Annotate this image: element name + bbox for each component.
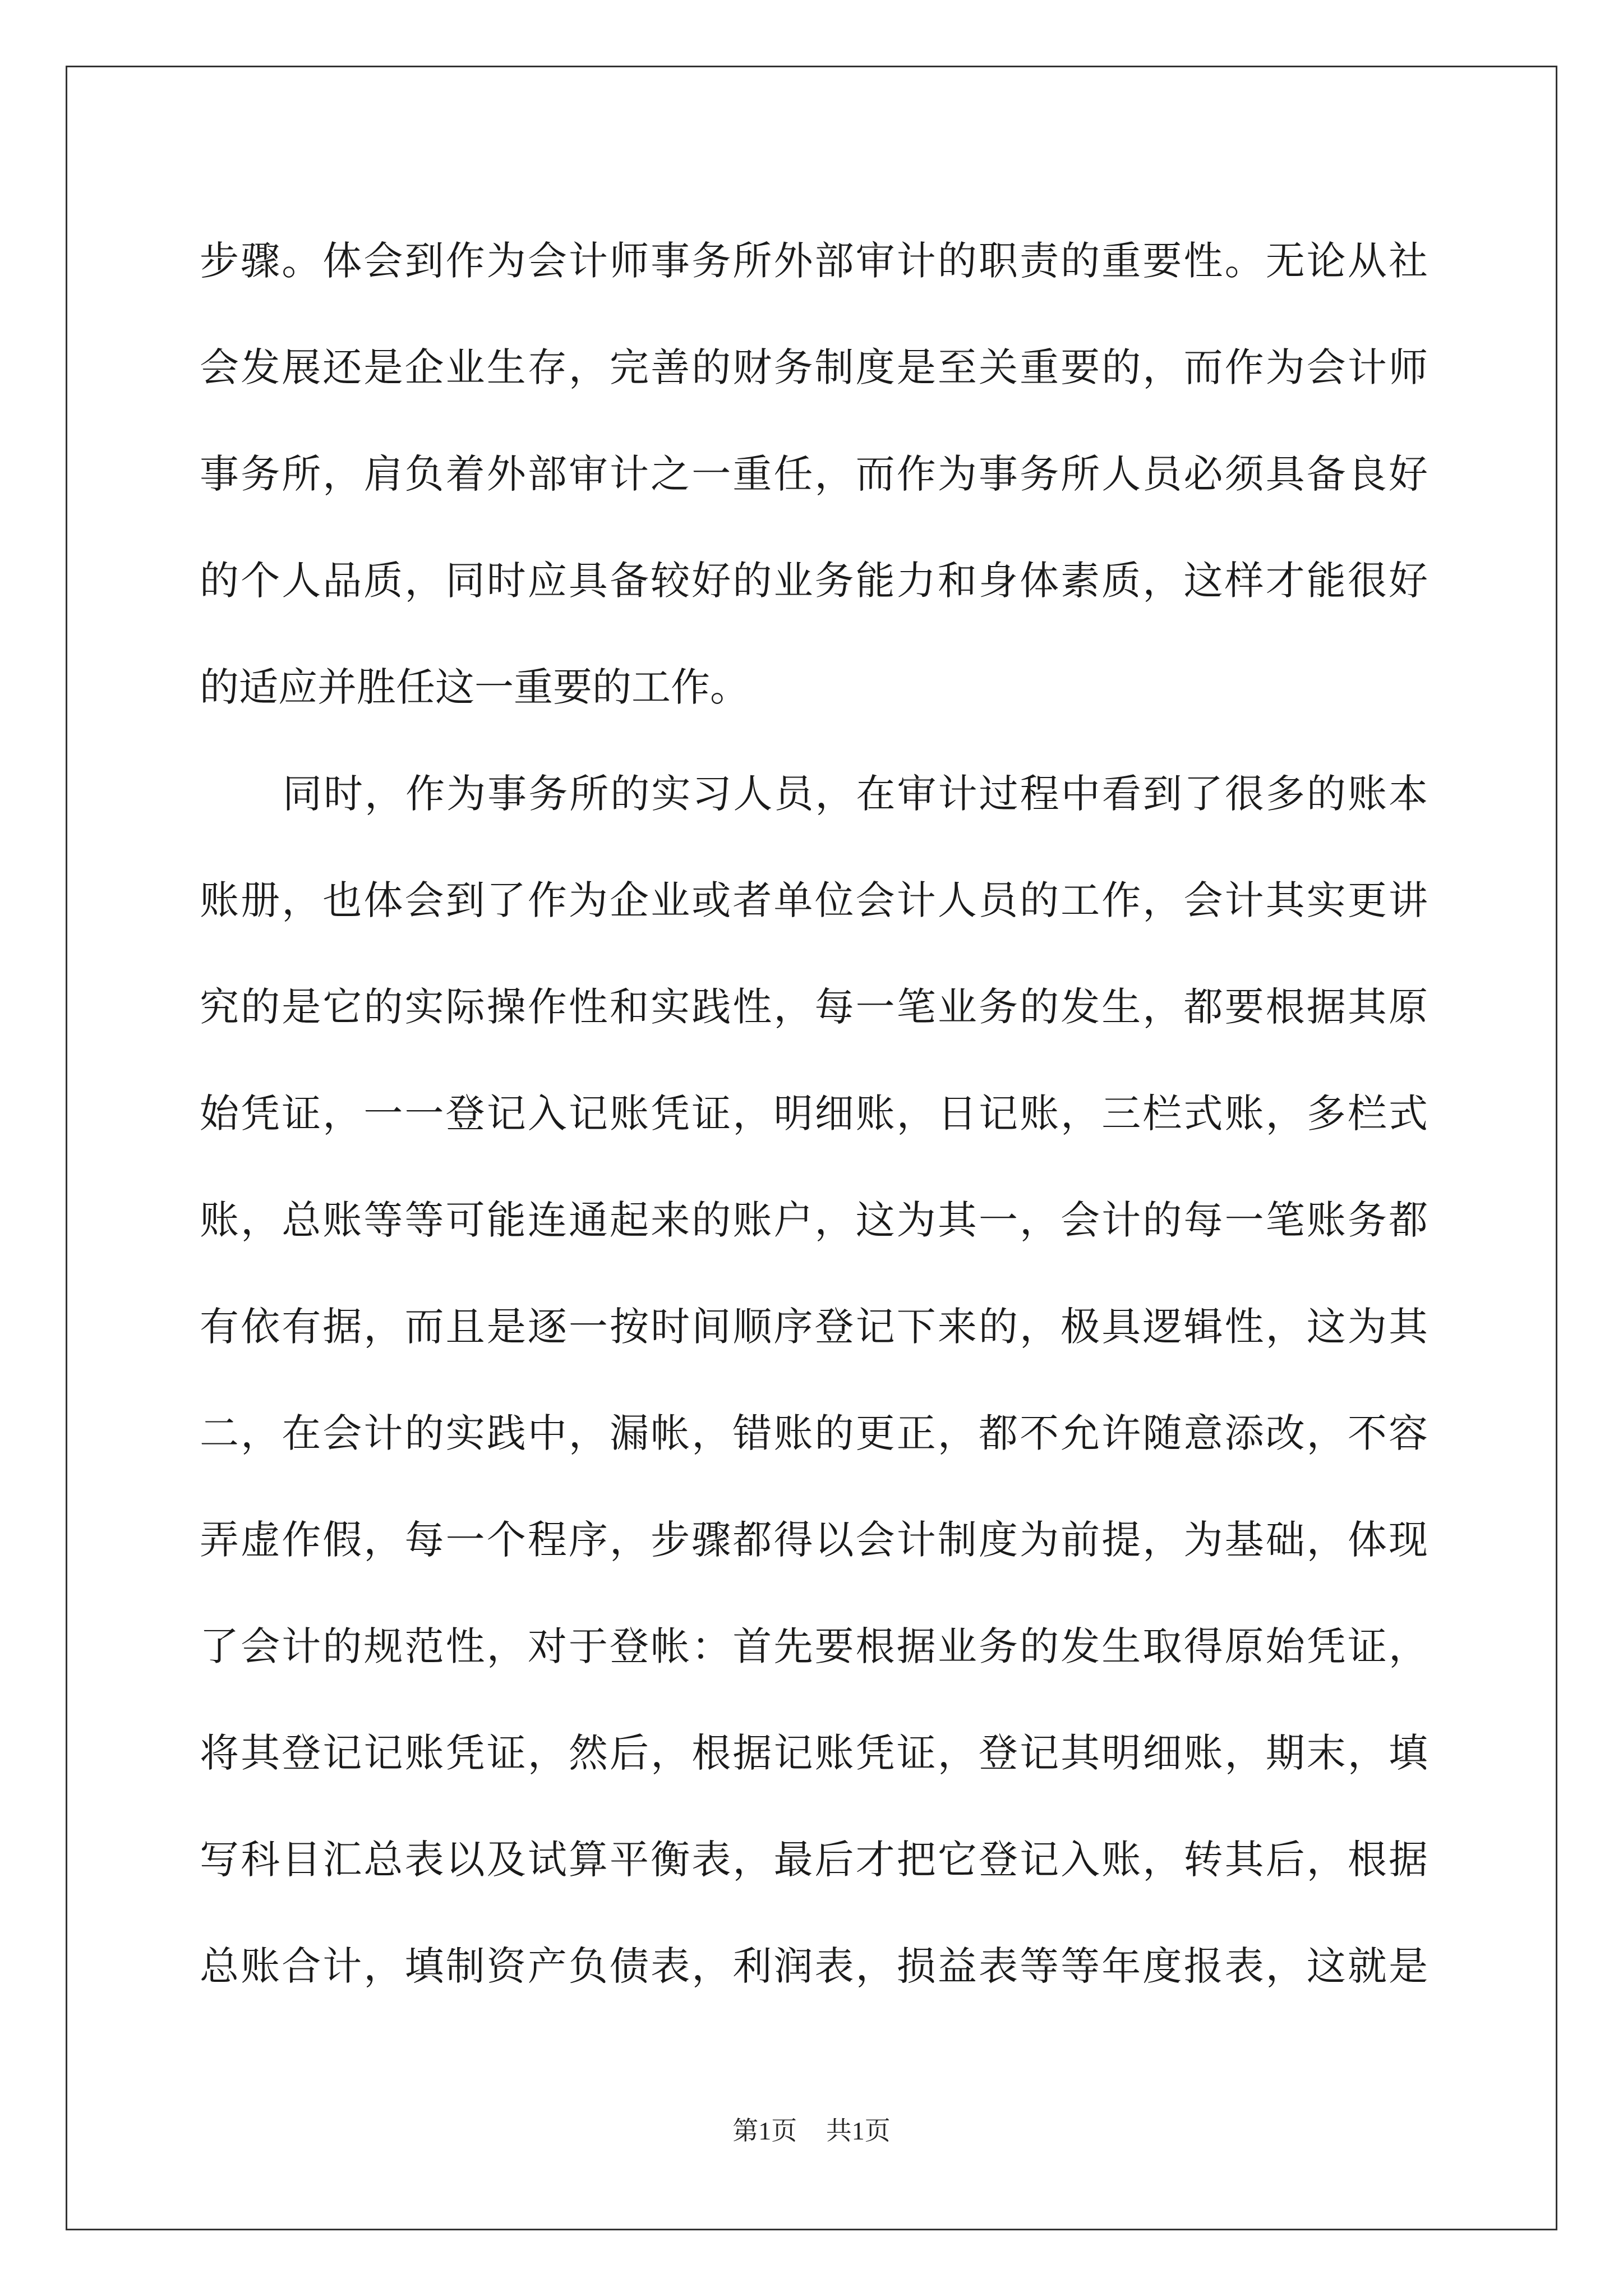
- text-line: 写科目汇总表以及试算平衡表，最后才把它登记入账，转其后，根据: [200, 1837, 1428, 1883]
- paragraph: [200, 208, 1428, 740]
- text-line: 究的是它的实际操作性和实践性，每一笔业务的发生，都要根据其原: [200, 984, 1428, 1030]
- text-line: 将其登记记账凭证，然后，根据记账凭证，登记其明细账，期末，填: [200, 1730, 1428, 1776]
- text-line: 二，在会计的实践中，漏帐，错账的更正，都不允许随意添改，不容: [200, 1410, 1428, 1456]
- paragraph: [200, 740, 1428, 2019]
- text-line: 了会计的规范性，对于登帐：首先要根据业务的发生取得原始凭证，: [200, 1623, 1428, 1669]
- text-line: 始凭证，一一登记入记账凭证，明细账，日记账，三栏式账，多栏式: [200, 1091, 1428, 1137]
- page-number-total: 共1页: [826, 2116, 891, 2145]
- text-line: 的个人品质，同时应具备较好的业务能力和身体素质，这样才能很好: [200, 558, 1428, 604]
- text-line: 同时，作为事务所的实习人员，在审计过程中看到了很多的账本: [283, 771, 1428, 817]
- text-line: 事务所，肩负着外部审计之一重任，而作为事务所人员必须具备良好: [200, 451, 1428, 497]
- text-line: 的适应并胜任这一重要的工作。: [200, 664, 749, 710]
- text-line: 总账合计，填制资产负债表，利润表，损益表等等年度报表，这就是: [200, 1943, 1428, 1989]
- text-line: 账，总账等等可能连通起来的账户，这为其一，会计的每一笔账务都: [200, 1197, 1428, 1243]
- text-line: 账册，也体会到了作为企业或者单位会计人员的工作，会计其实更讲: [200, 877, 1428, 923]
- text-line: 会发展还是企业生存，完善的财务制度是至关重要的，而作为会计师: [200, 344, 1428, 390]
- page-number-current: 第1页: [732, 2116, 797, 2145]
- page-footer: [0, 2110, 1623, 2147]
- text-line: 步骤。体会到作为会计师事务所外部审计的职责的重要性。无论从社: [200, 238, 1428, 284]
- document-body: [200, 208, 1428, 2019]
- text-line: 弄虚作假，每一个程序，步骤都得以会计制度为前提，为基础，体现: [200, 1517, 1428, 1563]
- text-line: 有依有据，而且是逐一按时间顺序登记下来的，极具逻辑性，这为其: [200, 1304, 1428, 1350]
